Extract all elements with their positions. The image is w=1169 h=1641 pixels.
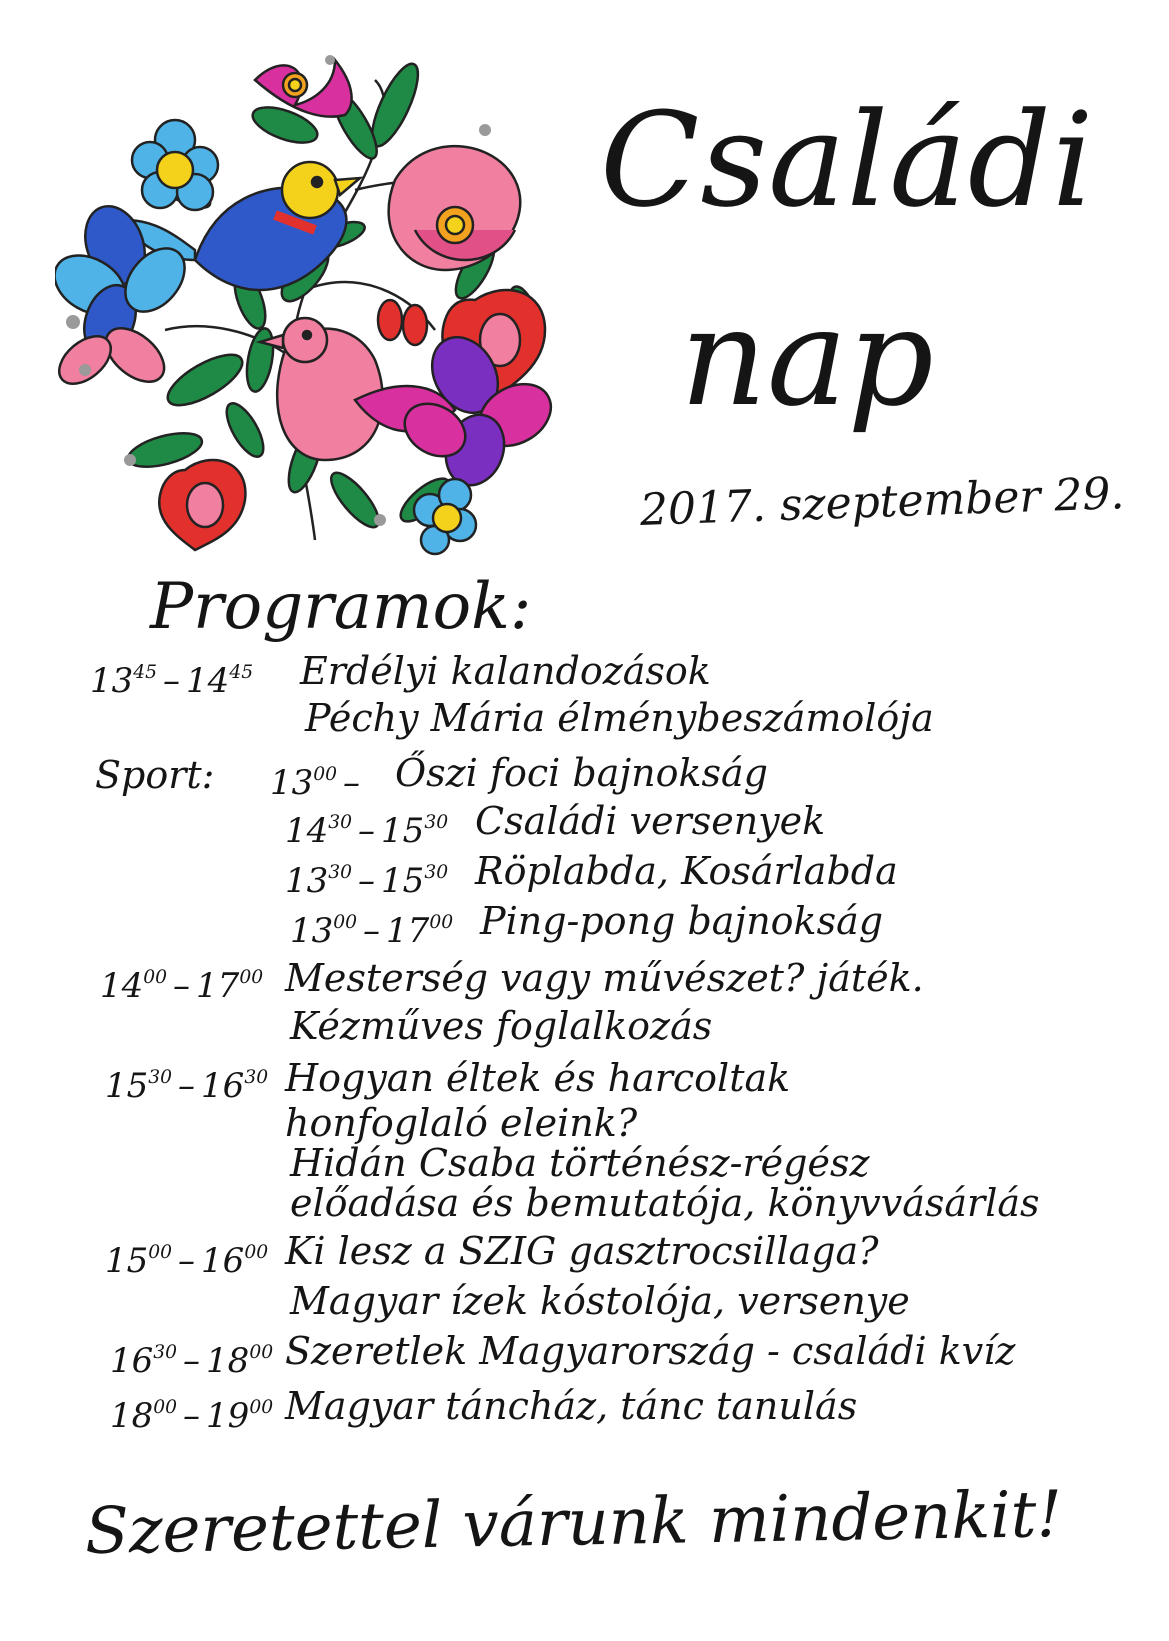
schedule-title: Röplabda, Kosárlabda xyxy=(475,849,898,893)
programs-heading: Programok: xyxy=(150,570,532,644)
schedule-title: Szeretlek Magyarország - családi kvíz xyxy=(285,1329,1016,1373)
schedule-subtitle: Péchy Mária élménybeszámolója xyxy=(305,696,934,740)
blue-flower-top xyxy=(132,120,218,210)
schedule-time: $13^{00} - 17^{00}$ xyxy=(290,911,454,952)
schedule-title: Családi versenyek xyxy=(475,799,826,843)
title-line-2: nap xyxy=(680,279,934,436)
schedule-title: Ping-pong bajnokság xyxy=(480,899,884,943)
event-date: 2017. szeptember 29. xyxy=(639,468,1126,536)
sport-label: Sport: xyxy=(95,753,215,797)
schedule-subtitle: előadása és bemutatója, könyvvásárlás xyxy=(290,1181,1040,1225)
schedule-title: Mesterség vagy művészet? játék. xyxy=(285,956,924,1000)
schedule-time: $13^{45} - 14^{45}$ xyxy=(90,661,254,702)
title-line-1: Családi xyxy=(600,84,1095,236)
schedule-subtitle: Kézműves foglalkozás xyxy=(290,1004,713,1048)
schedule-title: Magyar táncház, tánc tanulás xyxy=(285,1384,858,1428)
schedule-time: $16^{30} - 18^{00}$ xyxy=(110,1341,274,1382)
schedule-subtitle: Hidán Csaba történész-régész xyxy=(290,1141,870,1185)
schedule-time: $13^{00}$ – xyxy=(270,763,361,804)
schedule-time: $14^{00} - 17^{00}$ xyxy=(100,966,264,1007)
footer-invitation: Szeretettel várunk mindenkit! xyxy=(84,1477,1063,1569)
schedule-time: $15^{00} - 16^{00}$ xyxy=(105,1241,269,1282)
schedule-time: $18^{00} - 19^{00}$ xyxy=(110,1396,274,1437)
schedule-title: Őszi foci bajnokság xyxy=(395,751,768,795)
schedule-title: Hogyan éltek és harcoltak xyxy=(285,1056,791,1100)
schedule-time: $13^{30} - 15^{30}$ xyxy=(285,861,449,902)
schedule-subtitle: Magyar ízek kóstolója, versenye xyxy=(290,1279,910,1323)
folk-floral-motif xyxy=(55,30,575,560)
schedule-time: $15^{30} - 16^{30}$ xyxy=(105,1066,269,1107)
red-berries xyxy=(378,300,427,345)
schedule-time: $14^{30} - 15^{30}$ xyxy=(285,811,449,852)
pink-lotus xyxy=(389,146,521,270)
schedule-title: Ki lesz a SZIG gasztrocsillaga? xyxy=(285,1229,879,1273)
red-heart-bottom xyxy=(159,460,245,550)
pink-leaf-left xyxy=(55,318,174,393)
schedule-title: Erdélyi kalandozások xyxy=(300,649,711,693)
schedule-subtitle: honfoglaló eleink? xyxy=(285,1101,638,1145)
